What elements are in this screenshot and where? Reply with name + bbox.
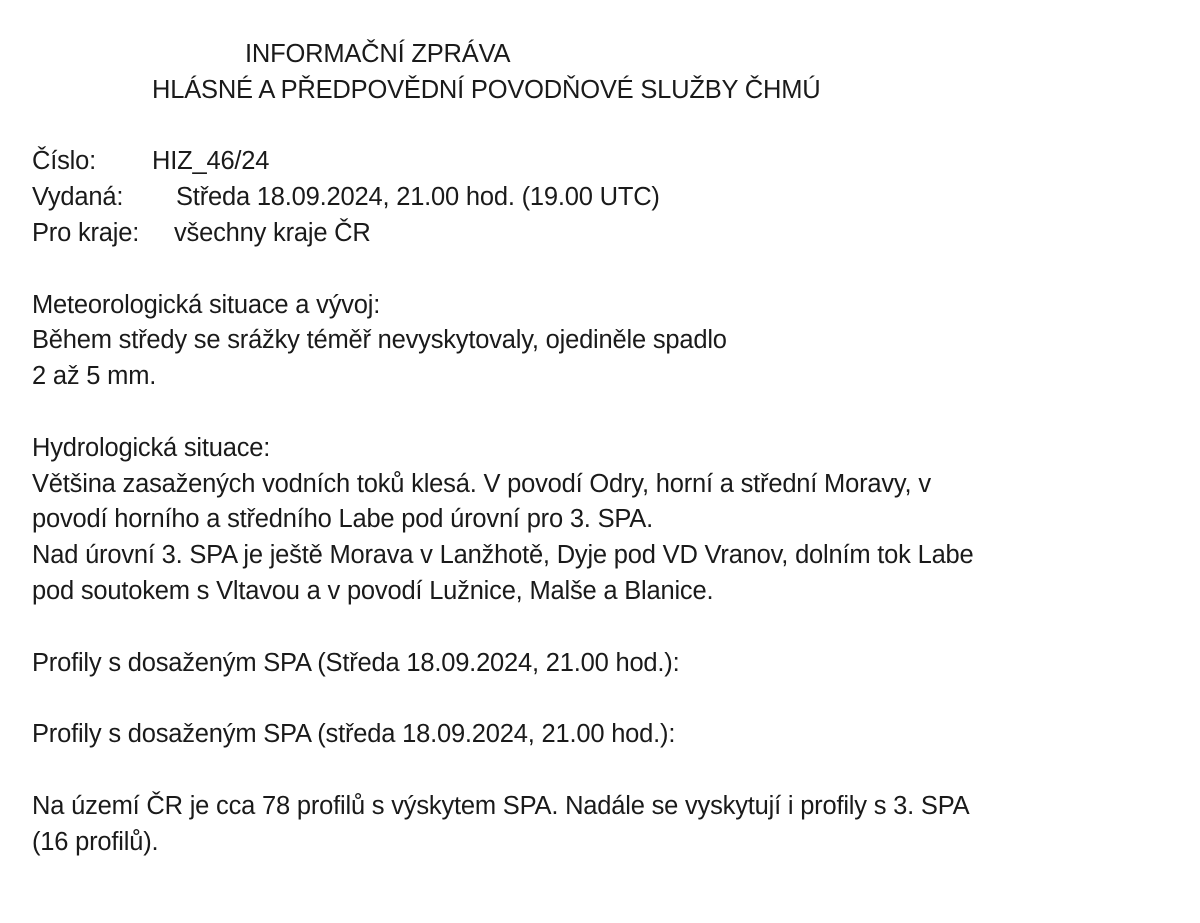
regions-label: Pro kraje:: [32, 218, 140, 247]
hydro-line: pod soutokem s Vltavou a v povodí Lužnice, Malše a Blanice.: [32, 576, 714, 605]
meteo-heading: Meteorologická situace a vývoj:: [32, 290, 381, 319]
regions-value: všechny kraje ČR: [174, 218, 371, 247]
title-line-2: [32, 73, 1200, 109]
hydro-line: povodí horního a středního Labe pod úrovní pro 3. SPA.: [32, 505, 653, 534]
hydro-heading: Hydrologická situace:: [32, 433, 271, 462]
number-value: HIZ_46/24: [152, 147, 270, 176]
hydro-line: Nad úrovní 3. SPA je ještě Morava v Lanžhotě, Dyje pod VD Vranov, dolním tok Labe: [32, 541, 974, 570]
regions-row: [32, 216, 1200, 252]
title-line-1: [32, 37, 1200, 73]
issued-row: [32, 180, 1200, 216]
profiles-summary-line: (16 profilů).: [32, 827, 159, 856]
number-label: Číslo:: [32, 147, 96, 176]
document: [32, 37, 1200, 860]
profiles-heading-1: Profily s dosaženým SPA (Středa 18.09.2024, 21.00 hod.):: [32, 648, 680, 677]
profiles-summary-line: Na území ČR je cca 78 profilů s výskytem SPA. Nadále se vyskytují i profily s 3. SPA: [32, 791, 970, 820]
issued-label: Vydaná:: [32, 183, 124, 212]
hydro-line: Většina zasažených vodních toků klesá. V povodí Odry, horní a střední Moravy, v: [32, 469, 931, 498]
meteo-line: Během středy se srážky téměř nevyskytovaly, ojediněle spadlo: [32, 326, 727, 355]
title-text-1: INFORMAČNÍ ZPRÁVA: [245, 40, 511, 68]
issued-value: Středa 18.09.2024, 21.00 hod. (19.00 UTC): [176, 183, 660, 212]
title-text-2: HLÁSNÉ A PŘEDPOVĚDNÍ POVODŇOVÉ SLUŽBY ČHMÚ: [152, 75, 821, 104]
profiles-heading-2: Profily s dosaženým SPA (středa 18.09.2024, 21.00 hod.):: [32, 720, 676, 749]
number-row: [32, 144, 1200, 180]
meteo-line: 2 až 5 mm.: [32, 362, 157, 391]
